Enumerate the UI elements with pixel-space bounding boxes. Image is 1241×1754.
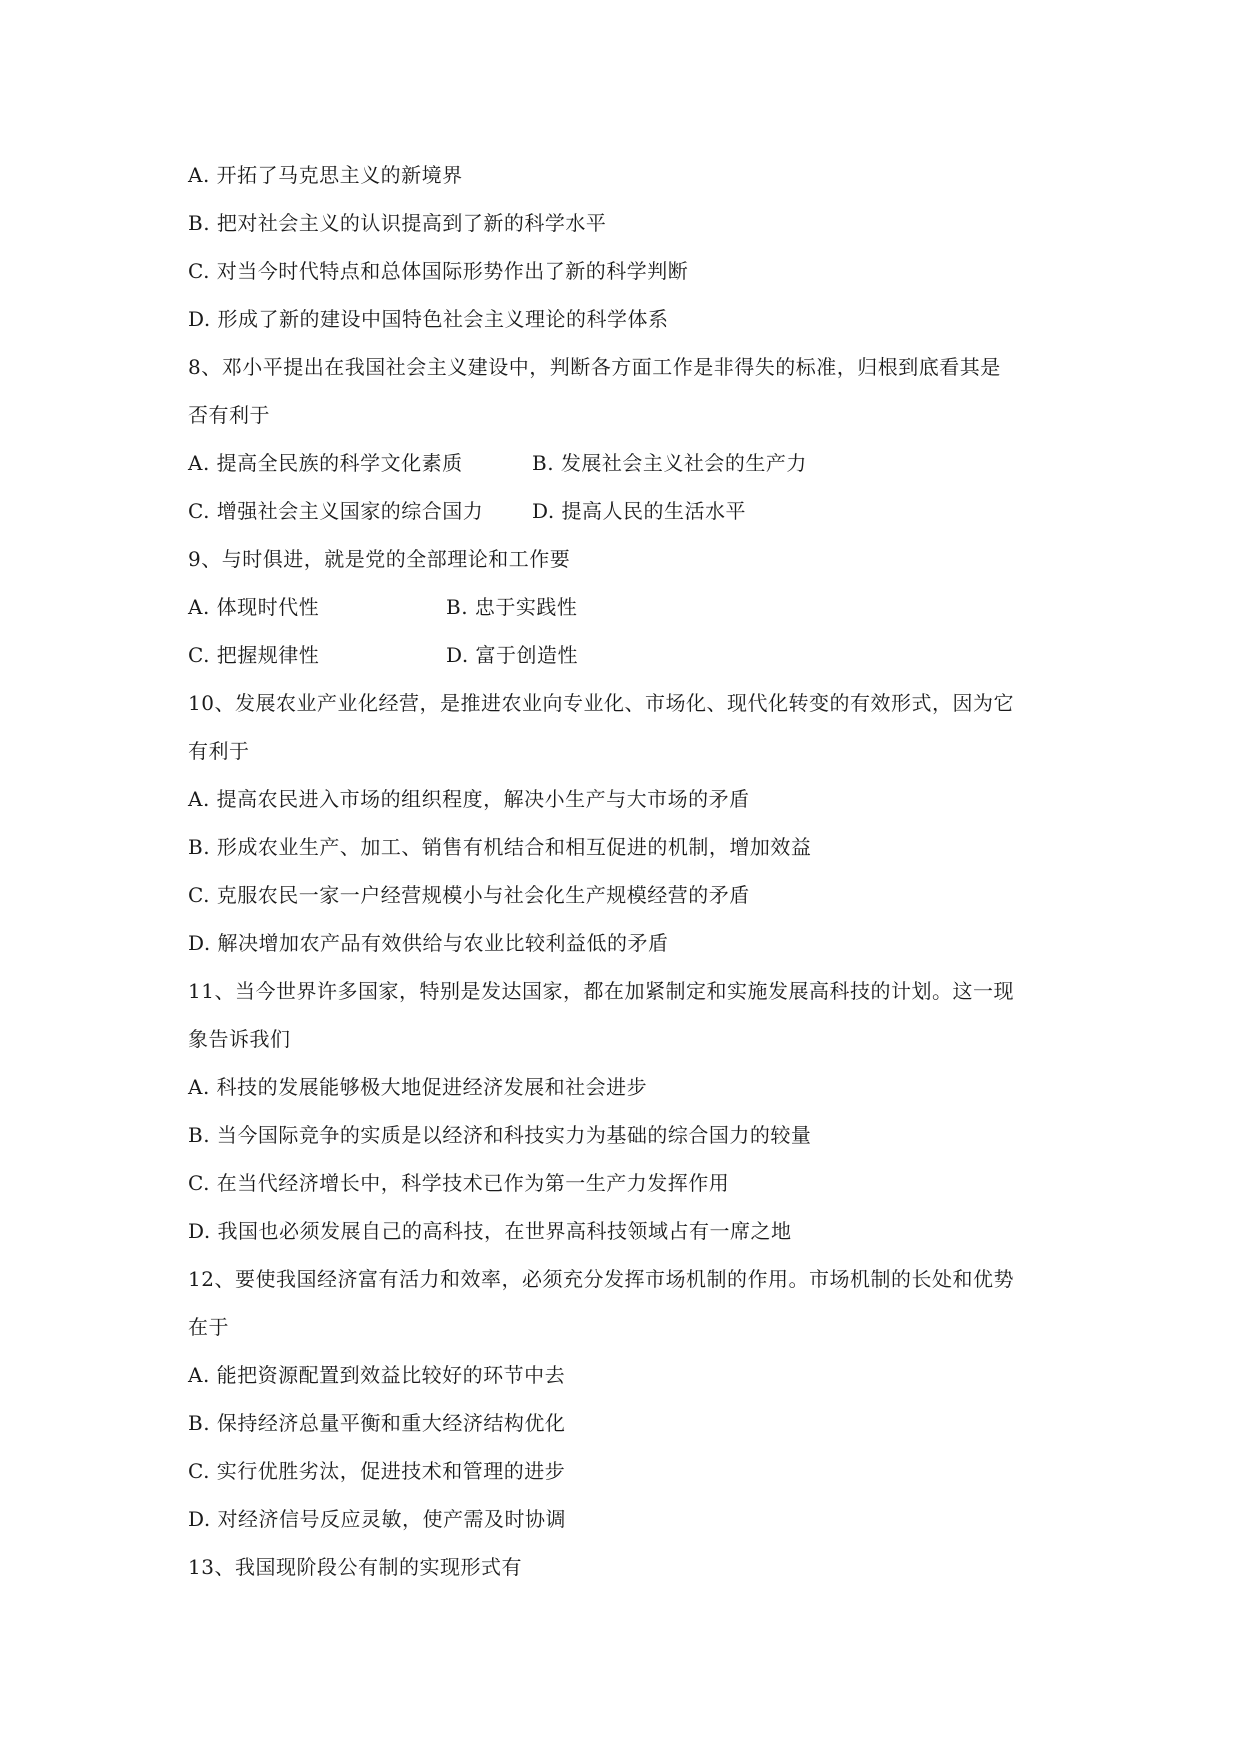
question-8: 8、邓小平提出在我国社会主义建设中，判断各方面工作是非得失的标准，归根到底看其是 <box>188 355 1001 379</box>
option-line: A. 能把资源配置到效益比较好的环节中去 <box>188 1363 566 1387</box>
option-d: D. 提高人民的生活水平 <box>532 499 747 523</box>
question-8-continued: 否有利于 <box>188 403 270 427</box>
option-a: A. 提高全民族的科学文化素质 <box>188 451 463 475</box>
option-b: B. 发展社会主义社会的生产力 <box>532 451 807 475</box>
option-line: D. 解决增加农产品有效供给与农业比较利益低的矛盾 <box>188 931 669 955</box>
option-line: B. 保持经济总量平衡和重大经济结构优化 <box>188 1411 566 1435</box>
question-11-continued: 象告诉我们 <box>188 1027 291 1051</box>
option-line: B. 形成农业生产、加工、销售有机结合和相互促进的机制，增加效益 <box>188 835 812 859</box>
option-c: C. 把握规律性 <box>188 643 320 667</box>
option-line: A. 开拓了马克思主义的新境界 <box>188 163 463 187</box>
question-10-continued: 有利于 <box>188 739 250 763</box>
question-12: 12、要使我国经济富有活力和效率，必须充分发挥市场机制的作用。市场机制的长处和优势 <box>188 1267 1014 1291</box>
question-9: 9、与时俱进，就是党的全部理论和工作要 <box>188 547 571 571</box>
option-line: B. 把对社会主义的认识提高到了新的科学水平 <box>188 211 607 235</box>
option-line: D. 形成了新的建设中国特色社会主义理论的科学体系 <box>188 307 669 331</box>
question-11: 11、当今世界许多国家，特别是发达国家，都在加紧制定和实施发展高科技的计划。这一现 <box>188 979 1014 1003</box>
option-c: C. 增强社会主义国家的综合国力 <box>188 499 484 523</box>
option-line: A. 科技的发展能够极大地促进经济发展和社会进步 <box>188 1075 648 1099</box>
option-line: D. 对经济信号反应灵敏，使产需及时协调 <box>188 1507 567 1531</box>
question-12-continued: 在于 <box>188 1315 229 1339</box>
option-line: C. 实行优胜劣汰，促进技术和管理的进步 <box>188 1459 566 1483</box>
option-line: B. 当今国际竞争的实质是以经济和科技实力为基础的综合国力的较量 <box>188 1123 812 1147</box>
option-d: D. 富于创造性 <box>446 643 579 667</box>
option-a: A. 体现时代性 <box>188 595 320 619</box>
option-b: B. 忠于实践性 <box>446 595 578 619</box>
option-line: D. 我国也必须发展自己的高科技，在世界高科技领域占有一席之地 <box>188 1219 792 1243</box>
option-line: A. 提高农民进入市场的组织程度，解决小生产与大市场的矛盾 <box>188 787 750 811</box>
option-line: C. 克服农民一家一户经营规模小与社会化生产规模经营的矛盾 <box>188 883 750 907</box>
question-13: 13、我国现阶段公有制的实现形式有 <box>188 1555 522 1579</box>
option-line: C. 对当今时代特点和总体国际形势作出了新的科学判断 <box>188 259 689 283</box>
question-10: 10、发展农业产业化经营，是推进农业向专业化、市场化、现代化转变的有效形式，因为它 <box>188 691 1014 715</box>
option-line: C. 在当代经济增长中，科学技术已作为第一生产力发挥作用 <box>188 1171 730 1195</box>
